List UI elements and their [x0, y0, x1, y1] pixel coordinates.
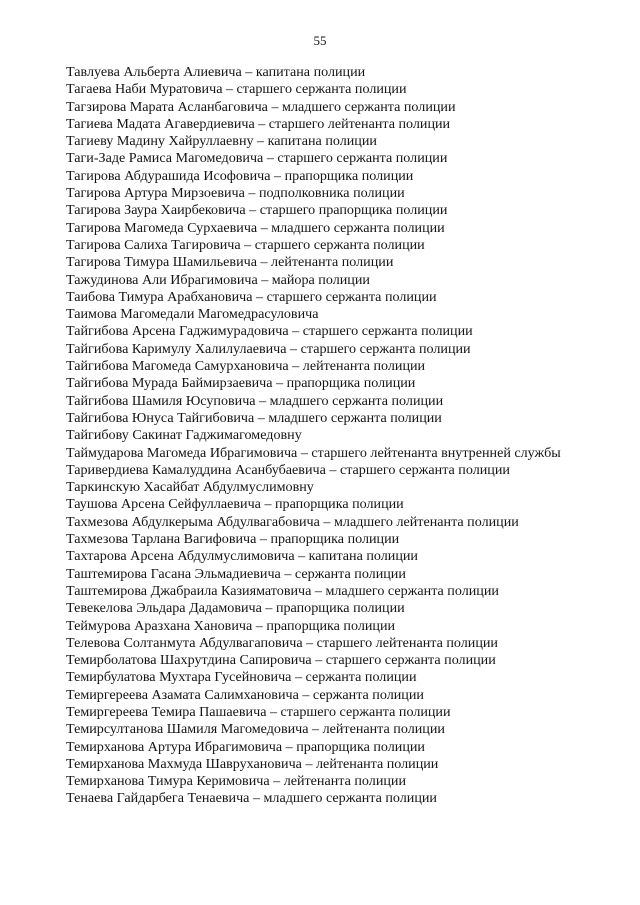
list-item: Таимова Магомедали Магомедрасуловича [66, 306, 319, 323]
list-item: Темирсултанова Шамиля Магомедовича – лейтенанта полиции [66, 721, 445, 738]
list-item: Таштемирова Джабраила Казияматовича – младшего сержанта полиции [66, 582, 499, 599]
list-item: Таги-Заде Рамиса Магомедовича – старшего сержанта полиции [66, 150, 448, 167]
list-item: Теймурова Аразхана Хановича – прапорщика полиции [66, 617, 396, 634]
list-item: Таштемирова Гасана Эльмадиевича – сержанта полиции [66, 565, 406, 582]
list-item: Таушова Арсена Сейфуллаевича – прапорщика полиции [66, 496, 404, 513]
list-item: Тавлуева Альберта Алиевича – капитана полиции [66, 64, 366, 80]
list-item: Темирбулатова Мухтара Гусейновича – сержанта полиции [66, 669, 417, 686]
list-item: Таймударова Магомеда Ибрагимовича – старшего лейтенанта внутренней службы [66, 444, 561, 461]
list-item: Тайгибова Арсена Гаджимурадовича – старшего сержанта полиции [66, 323, 473, 340]
list-item: Тайгибова Мурада Баймирзаевича – прапорщика полиции [66, 375, 416, 392]
list-item: Тагаева Наби Муратовича – старшего сержанта полиции [66, 81, 407, 98]
list-item: Тевекелова Эльдара Дадамовича – прапорщика полиции [66, 600, 405, 617]
list-item: Темиргереева Темира Пашаевича – старшего сержанта полиции [66, 703, 451, 720]
list-item: Тахмезова Тарлана Вагифовича – прапорщика полиции [66, 531, 400, 548]
list-item: Телевова Солтанмута Абдулвагаповича – старшего лейтенанта полиции [66, 634, 498, 651]
list-item: Тайгибова Магомеда Самурхановича – лейтенанта полиции [66, 358, 426, 375]
list-item: Таибова Тимура Арабхановича – старшего сержанта полиции [66, 288, 437, 305]
list-item: Тенаева Гайдарбега Тенаевича – младшего сержанта полиции [66, 790, 437, 807]
list-item: Таркинскую Хасайбат Абдулмуслимовну [66, 479, 314, 496]
list-item: Тайгибову Сакинат Гаджимагомедовну [66, 427, 302, 444]
list-item: Темирханова Артура Ибрагимовича – прапорщика полиции [66, 738, 425, 755]
list-item: Тажудинова Али Ибрагимовича – майора полиции [66, 271, 370, 288]
list-item: Тагирова Артура Мирзоевича – подполковника полиции [66, 185, 405, 202]
list-item: Тагирова Абдурашида Исофовича – прапорщика полиции [66, 167, 414, 184]
list-item: Тагзирова Марата Асланбаговича – младшего сержанта полиции [66, 98, 456, 115]
list-item: Тайгибова Шамиля Юсуповича – младшего сержанта полиции [66, 392, 444, 409]
list-item: Тагирова Тимура Шамильевича – лейтенанта полиции [66, 254, 394, 271]
award-recipients-list [66, 64, 602, 808]
list-item: Таривердиева Камалуддина Асанбубаевича – старшего сержанта полиции [66, 461, 510, 478]
list-item: Тагирова Салиха Тагировича – старшего сержанта полиции [66, 236, 425, 253]
list-item: Тагирова Магомеда Сурхаевича – младшего сержанта полиции [66, 219, 445, 236]
list-item: Тагиева Мадата Агавердиевича – старшего лейтенанта полиции [66, 115, 451, 132]
list-item: Темирханова Махмуда Шаврухановича – лейтенанта полиции [66, 755, 439, 772]
list-item: Темирханова Тимура Керимовича – лейтенанта полиции [66, 773, 406, 790]
list-item: Тахтарова Арсена Абдулмуслимовича – капитана полиции [66, 548, 418, 565]
list-item: Темиргереева Азамата Салимхановича – сержанта полиции [66, 686, 424, 703]
list-item: Тахмезова Абдулкерыма Абдулвагабовича – младшего лейтенанта полиции [66, 513, 519, 530]
list-item: Тайгибова Каримулу Халилулаевича – старшего сержанта полиции [66, 340, 471, 357]
list-item: Тагиеву Мадину Хайруллаевну – капитана полиции [66, 133, 377, 150]
list-item: Темирболатова Шахрутдина Сапировича – старшего сержанта полиции [66, 652, 496, 669]
list-item: Тагирова Заура Хаирбековича – старшего прапорщика полиции [66, 202, 448, 219]
list-item: Тайгибова Юнуса Тайгибовича – младшего сержанта полиции [66, 409, 442, 426]
page-number: 55 [313, 33, 327, 48]
